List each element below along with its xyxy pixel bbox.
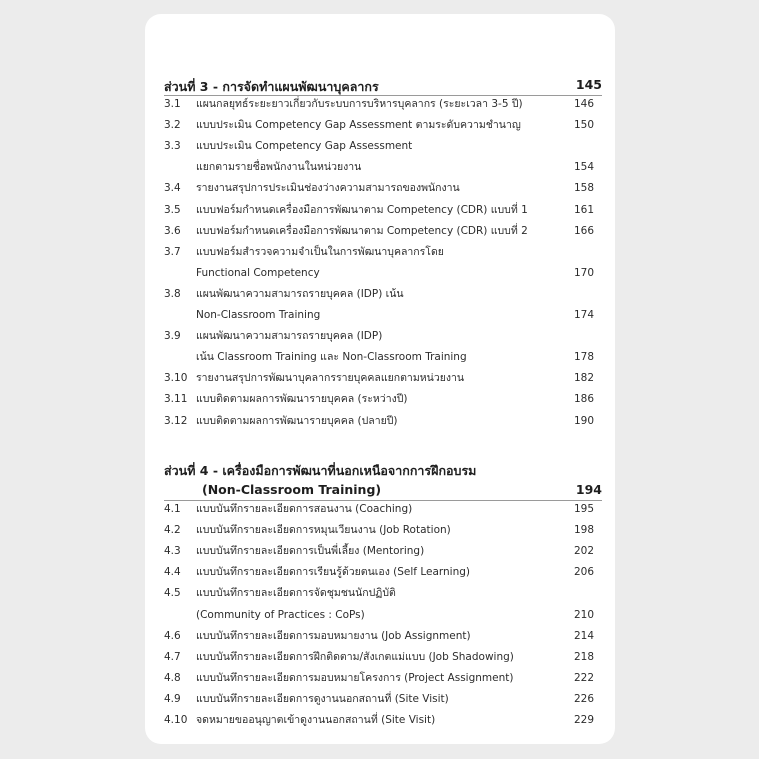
entry-number: 3.6 [164, 224, 181, 237]
entry-number: 4.10 [164, 714, 188, 726]
entry-page-number: 210 [573, 608, 594, 621]
entry-page-number: 195 [573, 503, 594, 515]
entry-number: 4.7 [164, 650, 181, 663]
section-page-number: 194 [575, 482, 602, 497]
entry-title: เน้น Classroom Training และ Non-Classroom Training [196, 351, 467, 364]
entry-page-number: 218 [573, 650, 594, 663]
entry-page-number: 206 [573, 566, 594, 579]
entry-title: แบบบันทึกรายละเอียดการเรียนรู้ด้วยตนเอง (Self Learning) [196, 566, 471, 579]
entry-title: แบบติดตามผลการพัฒนารายบุคคล (ปลายปี) [196, 414, 398, 427]
entry-title: แยกตามรายชื่อพนักงานในหน่วยงาน [196, 161, 362, 174]
entry-number: 4.5 [164, 587, 181, 600]
entry-number: 3.12 [164, 414, 188, 427]
entry-title: แบบบันทึกรายละเอียดการฝึกติดตาม/สังเกตแม่แบบ (Job Shadowing) [196, 650, 514, 663]
entry-number: 3.5 [164, 203, 181, 216]
entry-title: Functional Competency [196, 266, 320, 279]
section-divider [164, 500, 602, 501]
entry-title: (Community of Practices : CoPs) [196, 608, 365, 621]
section-title-text: ส่วนที่ 3 - การจัดทำแผนพัฒนาบุคลากร [164, 79, 379, 94]
entry-page-number: 158 [573, 182, 594, 195]
entry-title: แบบฟอร์มกำหนดเครื่องมือการพัฒนาตาม Competency (CDR) แบบที่ 1 [196, 203, 528, 216]
entry-title: แบบบันทึกรายละเอียดการจัดชุมชนนักปฏิบัติ [196, 587, 396, 600]
section-title [164, 77, 602, 97]
entry-title: แบบบันทึกรายละเอียดการเป็นพี่เลี้ยง (Mentoring) [196, 545, 425, 558]
entry-number: 4.3 [164, 545, 181, 558]
entry-page-number: 174 [573, 309, 594, 321]
entry-title: แบบฟอร์มสำรวจความจำเป็นในการพัฒนาบุคลากรโดย [196, 245, 444, 258]
entry-number: 3.11 [164, 393, 188, 406]
section-subtitle: (Non-Classroom Training) [202, 482, 382, 497]
entry-page-number: 202 [573, 545, 594, 558]
entry-title: แบบฟอร์มกำหนดเครื่องมือการพัฒนาตาม Competency (CDR) แบบที่ 2 [196, 224, 528, 237]
entry-number: 3.10 [164, 372, 188, 385]
entry-number: 3.9 [164, 330, 181, 343]
entry-number: 4.2 [164, 524, 181, 537]
entry-title: รายงานสรุปการพัฒนาบุคลากรรายบุคคลแยกตามหน่วยงาน [196, 372, 465, 385]
entry-title: แบบบันทึกรายละเอียดการสอนงาน (Coaching) [196, 503, 413, 515]
entry-page-number: 214 [573, 629, 594, 642]
entry-page-number: 150 [573, 119, 594, 132]
entry-number: 3.1 [164, 98, 181, 110]
entry-title: แผนพัฒนาความสามารถรายบุคคล (IDP) เน้น [196, 287, 404, 300]
entry-title: จดหมายขออนุญาตเข้าดูงานนอกสถานที่ (Site Visit) [196, 714, 436, 726]
document-page [145, 14, 615, 744]
entry-number: 3.3 [164, 140, 181, 153]
entry-number: 3.2 [164, 119, 181, 132]
entry-page-number: 190 [573, 414, 594, 427]
entry-page-number: 222 [573, 671, 594, 684]
entry-title: แบบประเมิน Competency Gap Assessment ตามระดับความชำนาญ [196, 119, 521, 132]
entry-number: 3.4 [164, 182, 181, 195]
entry-page-number: 178 [573, 351, 594, 364]
entry-title: Non-Classroom Training [196, 309, 321, 321]
section-divider [164, 95, 602, 96]
entry-page-number: 226 [573, 692, 594, 705]
entry-number: 4.9 [164, 692, 181, 705]
section-title-text: ส่วนที่ 4 - เครื่องมือการพัฒนาที่นอกเหนือจากการฝึกอบรม [164, 463, 477, 478]
section-page-number: 145 [575, 77, 602, 92]
entry-page-number: 166 [573, 224, 594, 237]
entry-number: 4.1 [164, 503, 181, 515]
entry-page-number: 146 [573, 98, 594, 110]
entry-title: รายงานสรุปการประเมินช่องว่างความสามารถของพนักงาน [196, 182, 460, 195]
entry-page-number: 161 [573, 203, 594, 216]
entry-title: แบบประเมิน Competency Gap Assessment [196, 140, 413, 153]
entry-title: แบบบันทึกรายละเอียดการหมุนเวียนงาน (Job Rotation) [196, 524, 451, 537]
entry-title: แบบติดตามผลการพัฒนารายบุคคล (ระหว่างปี) [196, 393, 408, 406]
entry-title: แบบบันทึกรายละเอียดการมอบหมายงาน (Job Assignment) [196, 629, 471, 642]
entry-number: 4.8 [164, 671, 181, 684]
entry-title: แผนกลยุทธ์ระยะยาวเกี่ยวกับระบบการบริหารบุคลากร (ระยะเวลา 3-5 ปี) [196, 98, 523, 110]
entry-title: แผนพัฒนาความสามารถรายบุคคล (IDP) [196, 330, 383, 343]
entry-number: 3.8 [164, 287, 181, 300]
entry-title: แบบบันทึกรายละเอียดการดูงานนอกสถานที่ (Site Visit) [196, 692, 449, 705]
entry-number: 4.6 [164, 629, 181, 642]
entry-title: แบบบันทึกรายละเอียดการมอบหมายโครงการ (Project Assignment) [196, 671, 514, 684]
entry-page-number: 154 [573, 161, 594, 174]
entry-page-number: 229 [573, 714, 594, 726]
entry-page-number: 182 [573, 372, 594, 385]
entry-page-number: 186 [573, 393, 594, 406]
entry-number: 4.4 [164, 566, 181, 579]
entry-page-number: 198 [573, 524, 594, 537]
entry-number: 3.7 [164, 245, 181, 258]
entry-page-number: 170 [573, 266, 594, 279]
